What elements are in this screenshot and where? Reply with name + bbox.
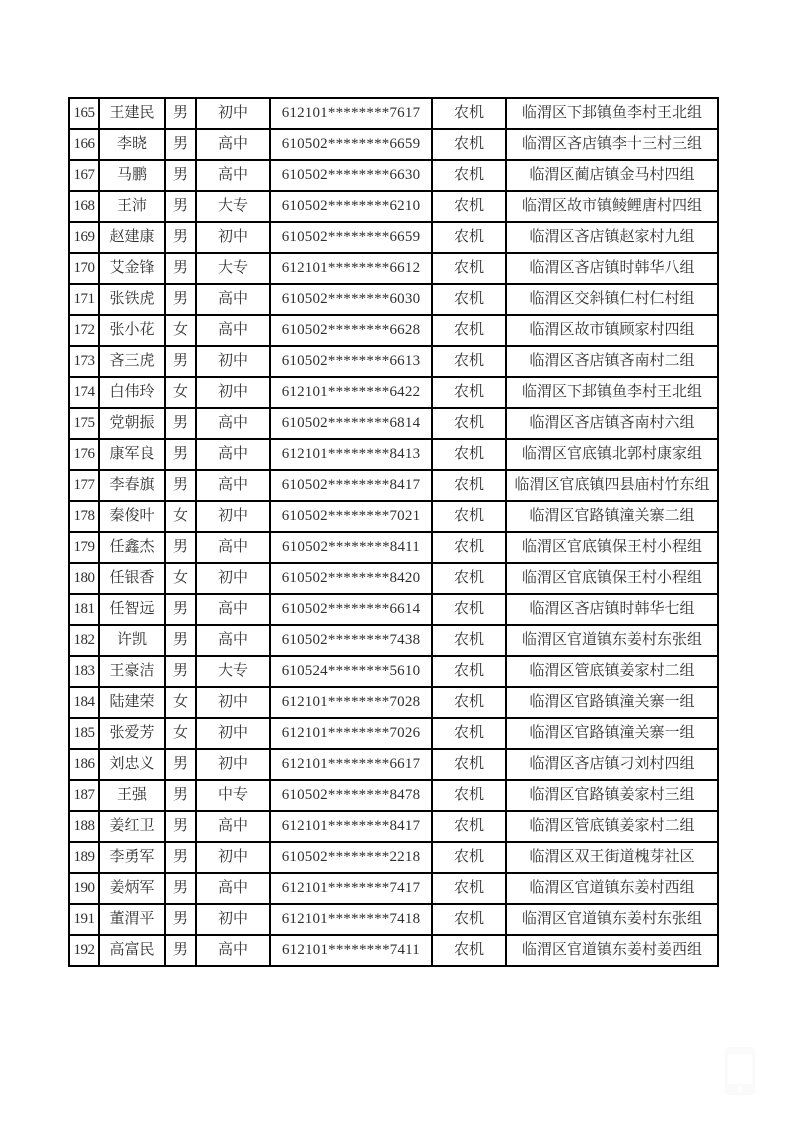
phone-watermark-icon xyxy=(724,1046,756,1096)
cell-id: 610502********7438 xyxy=(270,625,432,656)
cell-gender: 男 xyxy=(165,625,196,656)
cell-id: 612101********8417 xyxy=(270,811,432,842)
cell-no: 186 xyxy=(69,749,99,780)
table-row xyxy=(69,377,718,408)
cell-address: 临渭区吝店镇时韩华七组 xyxy=(506,594,718,625)
cell-category: 农机 xyxy=(432,501,506,532)
cell-no: 180 xyxy=(69,563,99,594)
table-row xyxy=(69,563,718,594)
cell-no: 173 xyxy=(69,346,99,377)
cell-education: 高中 xyxy=(196,811,270,842)
table-row xyxy=(69,780,718,811)
cell-no: 182 xyxy=(69,625,99,656)
cell-no: 190 xyxy=(69,873,99,904)
cell-education: 高中 xyxy=(196,532,270,563)
table-row xyxy=(69,315,718,346)
cell-education: 初中 xyxy=(196,904,270,935)
cell-gender: 男 xyxy=(165,129,196,160)
cell-category: 农机 xyxy=(432,408,506,439)
table-row xyxy=(69,625,718,656)
cell-no: 175 xyxy=(69,408,99,439)
cell-education: 初中 xyxy=(196,377,270,408)
cell-gender: 男 xyxy=(165,191,196,222)
cell-gender: 女 xyxy=(165,687,196,718)
cell-id: 610502********2218 xyxy=(270,842,432,873)
cell-address: 临渭区官路镇潼关寨一组 xyxy=(506,687,718,718)
cell-gender: 男 xyxy=(165,284,196,315)
cell-address: 临渭区官底镇保王村小程组 xyxy=(506,532,718,563)
cell-gender: 男 xyxy=(165,842,196,873)
cell-gender: 女 xyxy=(165,718,196,749)
table-row xyxy=(69,842,718,873)
cell-education: 中专 xyxy=(196,780,270,811)
table-row xyxy=(69,222,718,253)
cell-address: 临渭区吝店镇吝南村二组 xyxy=(506,346,718,377)
cell-id: 610502********8420 xyxy=(270,563,432,594)
cell-name: 许凯 xyxy=(99,625,165,656)
cell-address: 临渭区官道镇东姜村东张组 xyxy=(506,625,718,656)
cell-gender: 男 xyxy=(165,439,196,470)
cell-gender: 女 xyxy=(165,315,196,346)
table-row xyxy=(69,470,718,501)
cell-gender: 男 xyxy=(165,532,196,563)
cell-name: 刘忠义 xyxy=(99,749,165,780)
table-row xyxy=(69,594,718,625)
cell-category: 农机 xyxy=(432,718,506,749)
cell-name: 王强 xyxy=(99,780,165,811)
cell-name: 任银香 xyxy=(99,563,165,594)
cell-name: 白伟玲 xyxy=(99,377,165,408)
cell-category: 农机 xyxy=(432,625,506,656)
cell-education: 高中 xyxy=(196,594,270,625)
table-row xyxy=(69,98,718,129)
cell-education: 初中 xyxy=(196,718,270,749)
table-row xyxy=(69,129,718,160)
cell-category: 农机 xyxy=(432,656,506,687)
cell-no: 187 xyxy=(69,780,99,811)
cell-id: 610502********8417 xyxy=(270,470,432,501)
cell-name: 秦俊叶 xyxy=(99,501,165,532)
cell-category: 农机 xyxy=(432,904,506,935)
cell-no: 189 xyxy=(69,842,99,873)
cell-education: 高中 xyxy=(196,315,270,346)
cell-id: 610502********6630 xyxy=(270,160,432,191)
cell-education: 初中 xyxy=(196,842,270,873)
cell-address: 临渭区管底镇姜家村二组 xyxy=(506,811,718,842)
cell-id: 612101********7411 xyxy=(270,935,432,966)
cell-id: 612101********7028 xyxy=(270,687,432,718)
cell-education: 高中 xyxy=(196,935,270,966)
cell-education: 大专 xyxy=(196,253,270,284)
cell-education: 初中 xyxy=(196,687,270,718)
table-row xyxy=(69,408,718,439)
cell-education: 初中 xyxy=(196,346,270,377)
cell-name: 张小花 xyxy=(99,315,165,346)
cell-name: 张铁虎 xyxy=(99,284,165,315)
cell-address: 临渭区官路镇潼关寨一组 xyxy=(506,718,718,749)
cell-no: 185 xyxy=(69,718,99,749)
cell-name: 陆建荣 xyxy=(99,687,165,718)
cell-no: 191 xyxy=(69,904,99,935)
cell-category: 农机 xyxy=(432,811,506,842)
cell-category: 农机 xyxy=(432,346,506,377)
table-row xyxy=(69,346,718,377)
cell-education: 初中 xyxy=(196,98,270,129)
cell-education: 大专 xyxy=(196,656,270,687)
cell-id: 610502********6030 xyxy=(270,284,432,315)
cell-gender: 男 xyxy=(165,904,196,935)
cell-name: 任鑫杰 xyxy=(99,532,165,563)
table-row xyxy=(69,532,718,563)
cell-name: 李勇军 xyxy=(99,842,165,873)
cell-address: 临渭区官路镇姜家村三组 xyxy=(506,780,718,811)
cell-address: 临渭区蔺店镇金马村四组 xyxy=(506,160,718,191)
cell-name: 李春旗 xyxy=(99,470,165,501)
cell-category: 农机 xyxy=(432,749,506,780)
cell-name: 李晓 xyxy=(99,129,165,160)
cell-id: 610524********5610 xyxy=(270,656,432,687)
cell-address: 临渭区吝店镇刁刘村四组 xyxy=(506,749,718,780)
cell-name: 党朝振 xyxy=(99,408,165,439)
cell-education: 初中 xyxy=(196,749,270,780)
cell-no: 174 xyxy=(69,377,99,408)
cell-name: 王沛 xyxy=(99,191,165,222)
cell-no: 188 xyxy=(69,811,99,842)
cell-category: 农机 xyxy=(432,98,506,129)
cell-no: 178 xyxy=(69,501,99,532)
cell-no: 179 xyxy=(69,532,99,563)
cell-id: 610502********6659 xyxy=(270,129,432,160)
cell-name: 高富民 xyxy=(99,935,165,966)
cell-education: 初中 xyxy=(196,222,270,253)
cell-name: 马鹏 xyxy=(99,160,165,191)
cell-category: 农机 xyxy=(432,284,506,315)
cell-address: 临渭区故市镇鲮鲤唐村四组 xyxy=(506,191,718,222)
cell-category: 农机 xyxy=(432,873,506,904)
cell-name: 张爱芳 xyxy=(99,718,165,749)
cell-id: 610502********6614 xyxy=(270,594,432,625)
cell-id: 610502********8411 xyxy=(270,532,432,563)
cell-gender: 男 xyxy=(165,222,196,253)
cell-id: 612101********6422 xyxy=(270,377,432,408)
cell-no: 172 xyxy=(69,315,99,346)
cell-gender: 男 xyxy=(165,408,196,439)
cell-address: 临渭区下邽镇鱼李村王北组 xyxy=(506,377,718,408)
cell-id: 610502********6628 xyxy=(270,315,432,346)
table-row xyxy=(69,904,718,935)
cell-address: 临渭区吝店镇李十三村三组 xyxy=(506,129,718,160)
cell-category: 农机 xyxy=(432,222,506,253)
table-row xyxy=(69,935,718,966)
cell-no: 170 xyxy=(69,253,99,284)
cell-name: 艾金锋 xyxy=(99,253,165,284)
cell-education: 高中 xyxy=(196,284,270,315)
cell-address: 临渭区双王街道槐芽社区 xyxy=(506,842,718,873)
cell-gender: 女 xyxy=(165,563,196,594)
table-row xyxy=(69,284,718,315)
cell-education: 高中 xyxy=(196,873,270,904)
cell-category: 农机 xyxy=(432,842,506,873)
cell-address: 临渭区官道镇东姜村西组 xyxy=(506,873,718,904)
cell-no: 183 xyxy=(69,656,99,687)
table-row xyxy=(69,501,718,532)
cell-id: 610502********6210 xyxy=(270,191,432,222)
table-row xyxy=(69,191,718,222)
cell-address: 临渭区官道镇东姜村东张组 xyxy=(506,904,718,935)
cell-category: 农机 xyxy=(432,191,506,222)
cell-no: 176 xyxy=(69,439,99,470)
cell-no: 168 xyxy=(69,191,99,222)
cell-gender: 男 xyxy=(165,811,196,842)
cell-id: 612101********7418 xyxy=(270,904,432,935)
cell-education: 高中 xyxy=(196,129,270,160)
cell-gender: 男 xyxy=(165,780,196,811)
cell-name: 康军良 xyxy=(99,439,165,470)
cell-address: 临渭区故市镇顾家村四组 xyxy=(506,315,718,346)
cell-category: 农机 xyxy=(432,129,506,160)
cell-gender: 女 xyxy=(165,377,196,408)
cell-id: 610502********6659 xyxy=(270,222,432,253)
cell-address: 临渭区官道镇东姜村姜西组 xyxy=(506,935,718,966)
cell-no: 184 xyxy=(69,687,99,718)
cell-category: 农机 xyxy=(432,687,506,718)
table-row xyxy=(69,656,718,687)
cell-address: 临渭区下邽镇鱼李村王北组 xyxy=(506,98,718,129)
cell-no: 166 xyxy=(69,129,99,160)
cell-education: 高中 xyxy=(196,439,270,470)
table-row xyxy=(69,749,718,780)
cell-category: 农机 xyxy=(432,594,506,625)
cell-id: 610502********6814 xyxy=(270,408,432,439)
cell-no: 177 xyxy=(69,470,99,501)
table-row xyxy=(69,873,718,904)
cell-no: 171 xyxy=(69,284,99,315)
cell-no: 169 xyxy=(69,222,99,253)
cell-address: 临渭区吝店镇时韩华八组 xyxy=(506,253,718,284)
cell-education: 高中 xyxy=(196,160,270,191)
cell-id: 610502********6613 xyxy=(270,346,432,377)
cell-gender: 男 xyxy=(165,470,196,501)
cell-gender: 男 xyxy=(165,656,196,687)
cell-name: 吝三虎 xyxy=(99,346,165,377)
cell-name: 董渭平 xyxy=(99,904,165,935)
cell-category: 农机 xyxy=(432,935,506,966)
cell-id: 612101********7617 xyxy=(270,98,432,129)
cell-name: 赵建康 xyxy=(99,222,165,253)
cell-education: 大专 xyxy=(196,191,270,222)
table-row xyxy=(69,253,718,284)
cell-gender: 男 xyxy=(165,253,196,284)
cell-category: 农机 xyxy=(432,160,506,191)
cell-id: 612101********6617 xyxy=(270,749,432,780)
cell-name: 任智远 xyxy=(99,594,165,625)
cell-category: 农机 xyxy=(432,439,506,470)
table-row xyxy=(69,439,718,470)
cell-address: 临渭区官路镇潼关寨二组 xyxy=(506,501,718,532)
cell-no: 192 xyxy=(69,935,99,966)
cell-gender: 男 xyxy=(165,594,196,625)
cell-education: 初中 xyxy=(196,563,270,594)
roster-table-body xyxy=(69,98,718,966)
cell-category: 农机 xyxy=(432,253,506,284)
cell-address: 临渭区吝店镇吝南村六组 xyxy=(506,408,718,439)
cell-id: 612101********6612 xyxy=(270,253,432,284)
cell-no: 165 xyxy=(69,98,99,129)
table-row xyxy=(69,811,718,842)
cell-address: 临渭区官底镇北郭村康家组 xyxy=(506,439,718,470)
table-row xyxy=(69,718,718,749)
cell-gender: 女 xyxy=(165,501,196,532)
cell-gender: 男 xyxy=(165,346,196,377)
cell-no: 167 xyxy=(69,160,99,191)
cell-category: 农机 xyxy=(432,470,506,501)
cell-id: 612101********7026 xyxy=(270,718,432,749)
cell-id: 610502********7021 xyxy=(270,501,432,532)
table-row xyxy=(69,687,718,718)
cell-category: 农机 xyxy=(432,780,506,811)
cell-name: 王豪洁 xyxy=(99,656,165,687)
cell-education: 高中 xyxy=(196,408,270,439)
cell-education: 初中 xyxy=(196,501,270,532)
cell-id: 610502********8478 xyxy=(270,780,432,811)
cell-category: 农机 xyxy=(432,377,506,408)
cell-gender: 男 xyxy=(165,98,196,129)
cell-gender: 男 xyxy=(165,873,196,904)
cell-name: 王建民 xyxy=(99,98,165,129)
cell-category: 农机 xyxy=(432,532,506,563)
cell-address: 临渭区管底镇姜家村二组 xyxy=(506,656,718,687)
cell-name: 姜炳军 xyxy=(99,873,165,904)
cell-address: 临渭区官底镇四县庙村竹东组 xyxy=(506,470,718,501)
cell-no: 181 xyxy=(69,594,99,625)
cell-gender: 男 xyxy=(165,935,196,966)
cell-category: 农机 xyxy=(432,315,506,346)
table-row xyxy=(69,160,718,191)
cell-id: 612101********7417 xyxy=(270,873,432,904)
roster-table xyxy=(68,97,719,967)
cell-category: 农机 xyxy=(432,563,506,594)
cell-address: 临渭区吝店镇赵家村九组 xyxy=(506,222,718,253)
cell-gender: 男 xyxy=(165,160,196,191)
cell-gender: 男 xyxy=(165,749,196,780)
cell-address: 临渭区交斜镇仁村仁村组 xyxy=(506,284,718,315)
cell-address: 临渭区官底镇保王村小程组 xyxy=(506,563,718,594)
cell-education: 高中 xyxy=(196,625,270,656)
cell-id: 612101********8413 xyxy=(270,439,432,470)
cell-education: 高中 xyxy=(196,470,270,501)
cell-name: 姜红卫 xyxy=(99,811,165,842)
